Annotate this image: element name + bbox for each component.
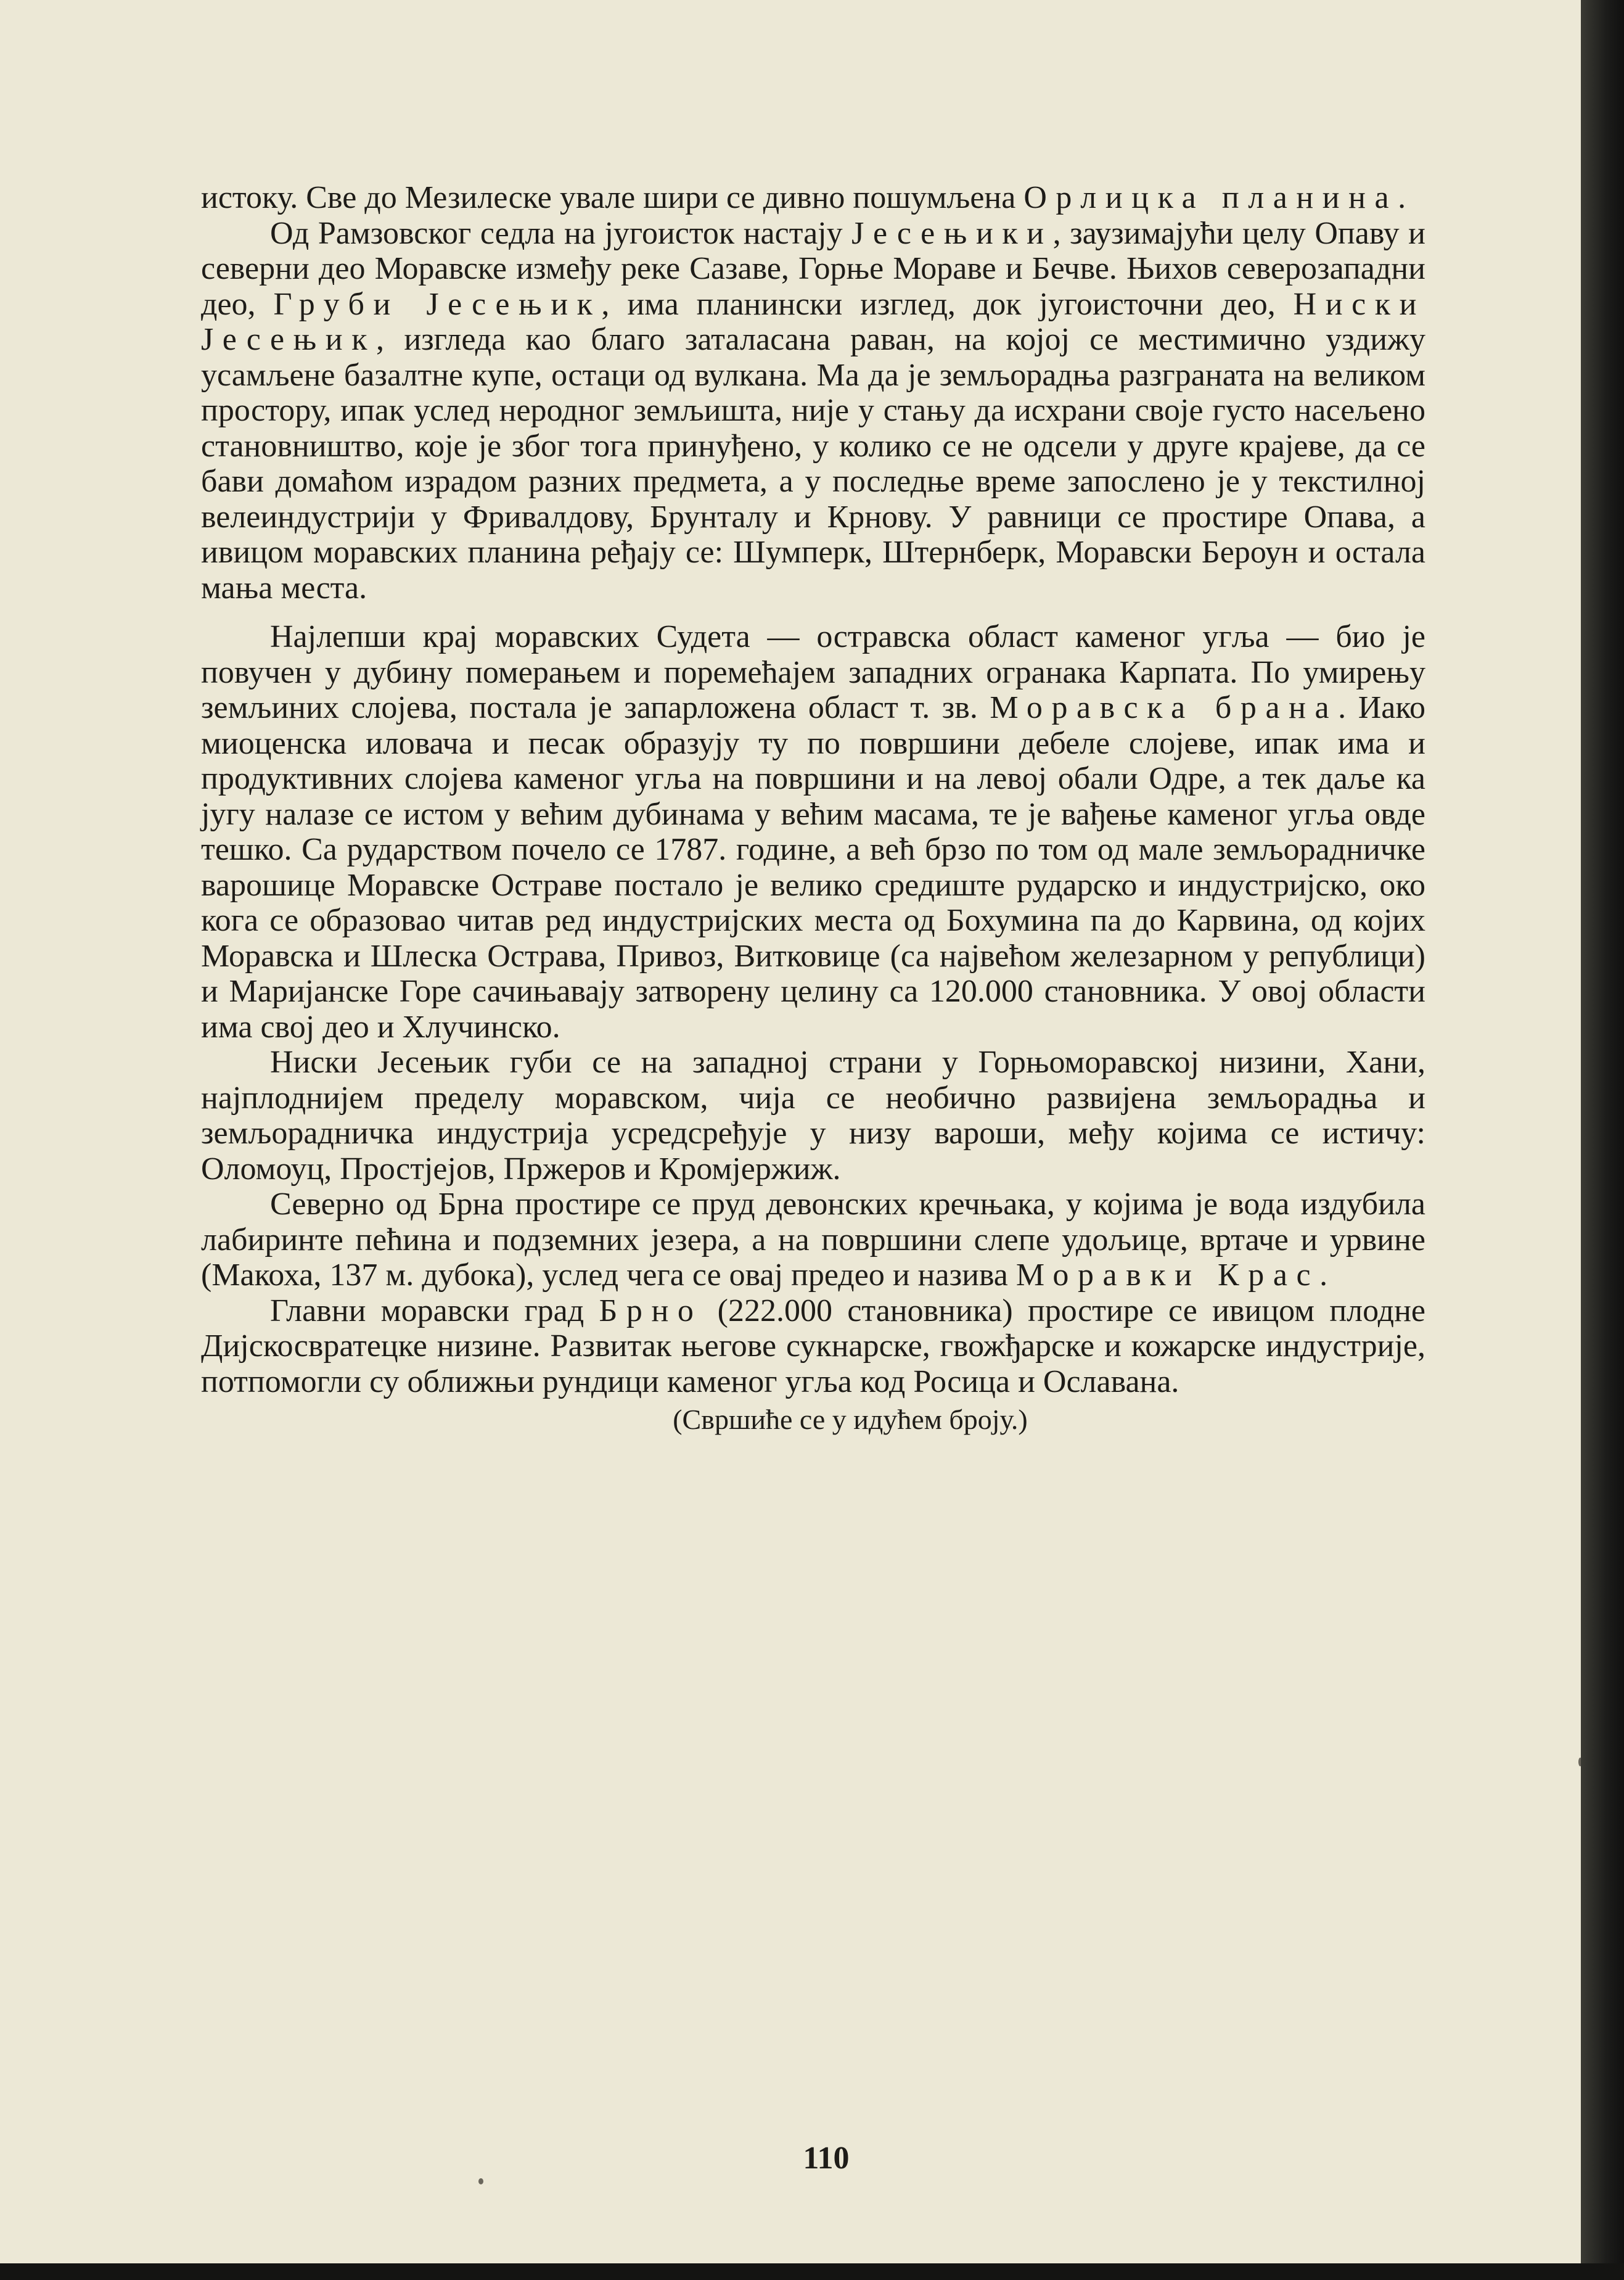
- paragraph-text: Од Рамзовског седла на југоисток настају: [270, 215, 852, 251]
- paragraph-text: Северно од Брна простире се пруд девонских кречњака, у којима је вода издубила лабиринте пећина и подземних језера, а на површини слепе удољице, вртаче и урвине (Макоха, 137 м. дубока), услед чега се овај предео и назива: [201, 1187, 1425, 1293]
- page-number: 110: [803, 2141, 850, 2176]
- emphasized-name: Моравска брана: [990, 690, 1339, 725]
- paragraph-text: истоку. Све до Мезилеске увале шири се дивно пошумљена: [201, 180, 1024, 215]
- paragraph: [201, 1045, 1425, 1187]
- emphasized-name: Јесењики: [851, 215, 1053, 251]
- paragraph: [201, 180, 1425, 216]
- paper-speck: [478, 2178, 483, 2184]
- scan-bottom-edge: [0, 2263, 1624, 2280]
- emphasized-name: Груби Јесењик: [273, 286, 602, 322]
- book-binding-edge: [1581, 0, 1624, 2280]
- paragraph-text: , има планински изглед, док југоисточни део,: [601, 286, 1294, 322]
- paragraph-text: .: [1398, 180, 1406, 215]
- paragraph: [201, 619, 1425, 1045]
- continuation-note: (Свршиће се у идућем броју.): [673, 1404, 1028, 1435]
- paragraph-text: Ниски Јесењик губи се на западној страни у Горњоморавској низини, Хани, најплоднијем пределу моравском, чија се необично развијена земљорадња и земљорадничка индустрија усредсређује у низу вароши, међу којима се истичу: Оломоуц, Простјејов, Пржеров и Кромјержиж.: [201, 1045, 1425, 1187]
- paragraph-text: . Иако миоценска иловача и песак образују ту по површини дебеле слојеве, ипак има и продуктивних слојева каменог угља на површини и на левој обали Одре, а тек даље ка југу налазе се истом у већим дубинама у већим масама, те је вађење каменог угља овде тешко. Са рударством почело се 1787. године, а већ брзо по том од мале земљорадничке варошице Моравске Остраве постало је велико средиште рударско и индустријско, око кога се образовао читав ред индустријских места од Бохумина па до Карвина, од којих Моравска и Шлеска Острава, Привоз, Витковице (са највећом железарном у републици) и Маријанске Горе сачињавају затворену целину са 120.000 становника. У овој области има свој део и Хлучинско.: [201, 690, 1425, 1045]
- paragraph-text: .: [1319, 1257, 1328, 1293]
- paragraph: [201, 216, 1425, 606]
- emphasized-name: Орлицка планина: [1023, 180, 1398, 215]
- paragraph: [201, 1187, 1425, 1293]
- paragraph-text: , заузимајући целу Опаву и северни део Моравске између реке Сазаве, Горње Мораве и Бечве. Њихов северозападни део,: [201, 215, 1425, 322]
- paragraph-text: Главни моравски град: [270, 1293, 599, 1328]
- emphasized-name: Брно: [599, 1293, 703, 1328]
- paragraph-text: , изгледа као благо заталасана раван, на којој се местимично уздижу усамљене базалтне купе, остаци од вулкана. Ма да је земљорадња разграната на великом простору, ипак услед неродног земљишта, није у стању да исхрани своје густо насељено становништво, које је због тога принуђено, у колико се не одсели у друге крајеве, да се бави домаћом израдом разних предмета, а у последње време запослено је у текстилној велеиндустрији у Фривалдову, Брунталу и Крнову. У равници се простире Опава, а ивицом моравских планина ређају се: Шумперк, Штернберк, Моравски Бероун и остала мања места.: [201, 322, 1425, 606]
- emphasized-name: Моравки Крас: [1015, 1257, 1320, 1293]
- emphasized-name: Ниски Јесењик: [201, 286, 1425, 357]
- paragraph-text: Најлепши крај моравских Судета — остравска област каменог угља — био је повучен у дубину померањем и поремећајем западних огранака Карпата. По умирењу земљиних слојева, постала је запарложена област т. зв.: [201, 619, 1425, 725]
- paragraph-text: (222.000 становника) простире се ивицом плодне Дијскосвратецке низине. Развитак његове сукнарске, гвожђарске и кожарске индустрије, потпомогли су оближњи рундици каменог угља код Росица и Ославана.: [201, 1293, 1425, 1399]
- paragraph: [201, 1293, 1425, 1400]
- text-column: [201, 180, 1425, 1438]
